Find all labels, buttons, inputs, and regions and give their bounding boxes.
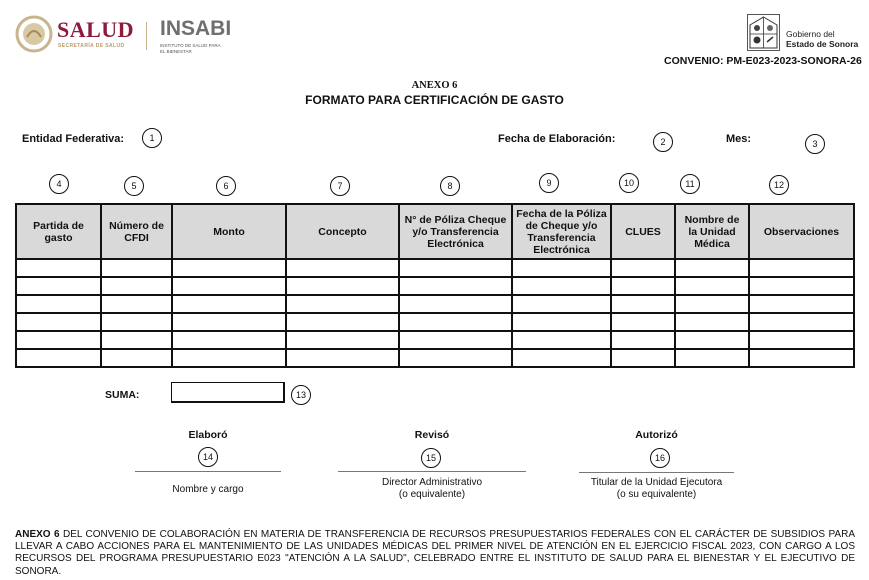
marker-14: 14 — [198, 447, 218, 467]
insabi-subtitle-1: INSTITUTO DE SALUD PARA — [160, 43, 221, 48]
table-cell[interactable] — [675, 331, 749, 349]
convenio-number: CONVENIO: PM-E023-2023-SONORA-26 — [664, 55, 862, 67]
footer-bold: ANEXO 6 — [15, 529, 60, 540]
table-cell[interactable] — [101, 277, 172, 295]
col-header-clues: CLUES — [611, 204, 675, 259]
sig-autorizo-line — [579, 472, 734, 473]
table-cell[interactable] — [749, 331, 854, 349]
table-cell[interactable] — [611, 295, 675, 313]
table-row — [16, 331, 854, 349]
table-row — [16, 349, 854, 367]
table-cell[interactable] — [16, 295, 101, 313]
table-header-row — [16, 204, 854, 259]
table-cell[interactable] — [399, 331, 512, 349]
table-cell[interactable] — [675, 277, 749, 295]
annex-title: ANEXO 6 — [411, 80, 458, 91]
table-cell[interactable] — [675, 349, 749, 367]
table-cell[interactable] — [172, 313, 286, 331]
table-cell[interactable] — [16, 313, 101, 331]
col-header-concepto: Concepto — [286, 204, 399, 259]
table-cell[interactable] — [512, 331, 611, 349]
sig-reviso-line — [338, 471, 526, 472]
table-cell[interactable] — [286, 259, 399, 277]
sonora-line2: Estado de Sonora — [786, 39, 859, 49]
table-cell[interactable] — [675, 295, 749, 313]
table-cell[interactable] — [512, 349, 611, 367]
suma-field[interactable] — [171, 382, 285, 403]
sig-reviso-caption-1: Director Administrativo — [381, 477, 483, 488]
footer-text: DEL CONVENIO DE COLABORACIÓN EN MATERIA DE TRANSFERENCIA DE RECURSOS PRESUPUESTARIOS FEDERALES CON EL CARÁCTER DE SUBSIDIOS PARA LLEVAR A CABO ACCIONES PARA EL MANTENIMIENTO DE LAS UNIDADES MÉDICAS DEL PRIMER NIVEL DE ATENCIÓN EN EL EJERCICIO FISCAL 2023, CON CARGO A LOS RECURSOS DEL PROGRAMA PRESUPUESTARIO E023 "ATENCIÓN A LA SALUD", CELEBRADO ENTRE EL INSTITUTO DE SALUD PARA EL BIENESTAR Y EL EJECUTIVO DE SONORA. — [15, 529, 855, 577]
salud-subtitle: SECRETARÍA DE SALUD — [58, 43, 125, 49]
marker-3: 3 — [805, 134, 825, 154]
col-header-monto: Monto — [172, 204, 286, 259]
table-row — [16, 259, 854, 277]
marker-8: 8 — [440, 176, 460, 196]
table-cell[interactable] — [16, 331, 101, 349]
suma-label: SUMA: — [105, 389, 140, 401]
table-row — [16, 277, 854, 295]
table-cell[interactable] — [286, 277, 399, 295]
fecha-label: Fecha de Elaboración: — [498, 133, 616, 145]
table-cell[interactable] — [749, 277, 854, 295]
table-cell[interactable] — [611, 277, 675, 295]
marker-1: 1 — [142, 128, 162, 148]
marker-5: 5 — [124, 176, 144, 196]
marker-4: 4 — [49, 174, 69, 194]
table-cell[interactable] — [399, 349, 512, 367]
sig-reviso-caption-2: (o equivalente) — [398, 489, 466, 500]
table-cell[interactable] — [101, 295, 172, 313]
table-cell[interactable] — [399, 295, 512, 313]
marker-9: 9 — [539, 173, 559, 193]
table-cell[interactable] — [512, 277, 611, 295]
salud-logo — [15, 15, 150, 55]
table-cell[interactable] — [399, 277, 512, 295]
insabi-logo — [160, 18, 270, 58]
col-header-poliza: N° de Póliza Cheque y/o Transferencia Electrónica — [399, 204, 512, 259]
table-cell[interactable] — [749, 259, 854, 277]
table-row — [16, 295, 854, 313]
salud-title: SALUD — [57, 17, 135, 42]
col-header-fecha-poliza: Fecha de la Póliza de Cheque y/o Transferencia Electrónica — [512, 204, 611, 259]
sig-autorizo-caption-1: Titular de la Unidad Ejecutora — [590, 477, 723, 488]
sonora-shield-icon — [748, 15, 779, 50]
table-cell[interactable] — [101, 313, 172, 331]
sig-elaboro-caption: Nombre y cargo — [172, 484, 244, 495]
sonora-coat-of-arms — [747, 14, 780, 51]
marker-2: 2 — [653, 132, 673, 152]
table-cell[interactable] — [399, 259, 512, 277]
marker-13: 13 — [291, 385, 311, 405]
table-cell[interactable] — [512, 259, 611, 277]
sig-elaboro-title: Elaboró — [188, 429, 228, 441]
table-cell[interactable] — [749, 349, 854, 367]
table-row — [16, 313, 854, 331]
insabi-title: INSABI — [160, 17, 232, 40]
table-cell[interactable] — [749, 313, 854, 331]
footer-note — [15, 529, 855, 578]
table-cell[interactable] — [101, 331, 172, 349]
col-header-cfdi: Número de CFDI — [101, 204, 172, 259]
table-cell[interactable] — [611, 349, 675, 367]
table-cell[interactable] — [101, 349, 172, 367]
form-title: FORMATO PARA CERTIFICACIÓN DE GASTO — [305, 93, 564, 107]
table-cell[interactable] — [16, 349, 101, 367]
insabi-subtitle-2: EL BIENESTAR — [160, 49, 192, 54]
marker-10: 10 — [619, 173, 639, 193]
logo-divider — [146, 22, 147, 50]
table-cell[interactable] — [172, 259, 286, 277]
table-cell[interactable] — [172, 331, 286, 349]
table-cell[interactable] — [675, 259, 749, 277]
marker-7: 7 — [330, 176, 350, 196]
marker-6: 6 — [216, 176, 236, 196]
marker-11: 11 — [680, 174, 700, 194]
sig-autorizo-caption-2: (o su equivalente) — [616, 489, 697, 500]
table-cell[interactable] — [172, 277, 286, 295]
table-cell[interactable] — [399, 313, 512, 331]
table-cell[interactable] — [172, 349, 286, 367]
table-cell[interactable] — [611, 331, 675, 349]
table-cell[interactable] — [286, 313, 399, 331]
mes-label: Mes: — [726, 133, 752, 145]
sig-elaboro-line — [135, 471, 281, 472]
table-cell[interactable] — [611, 259, 675, 277]
sig-reviso-title: Revisó — [414, 429, 450, 441]
marker-15: 15 — [421, 448, 441, 468]
entidad-label: Entidad Federativa: — [22, 133, 125, 145]
col-header-observaciones: Observaciones — [749, 204, 854, 259]
col-header-partida: Partida de gasto — [16, 204, 101, 259]
table-cell[interactable] — [286, 331, 399, 349]
table-cell[interactable] — [172, 295, 286, 313]
table-cell[interactable] — [512, 313, 611, 331]
table-cell[interactable] — [16, 259, 101, 277]
col-header-unidad-medica: Nombre de la Unidad Médica — [675, 204, 749, 259]
marker-16: 16 — [650, 448, 670, 468]
mexico-seal-icon — [15, 15, 53, 53]
table-cell[interactable] — [101, 259, 172, 277]
sig-autorizo-title: Autorizó — [635, 429, 678, 441]
expense-table — [15, 203, 855, 368]
table-cell[interactable] — [286, 295, 399, 313]
sonora-line1: Gobierno del — [786, 29, 835, 39]
table-cell[interactable] — [286, 349, 399, 367]
table-cell[interactable] — [675, 313, 749, 331]
table-cell[interactable] — [512, 295, 611, 313]
table-cell[interactable] — [749, 295, 854, 313]
table-cell[interactable] — [16, 277, 101, 295]
table-cell[interactable] — [611, 313, 675, 331]
marker-12: 12 — [769, 175, 789, 195]
